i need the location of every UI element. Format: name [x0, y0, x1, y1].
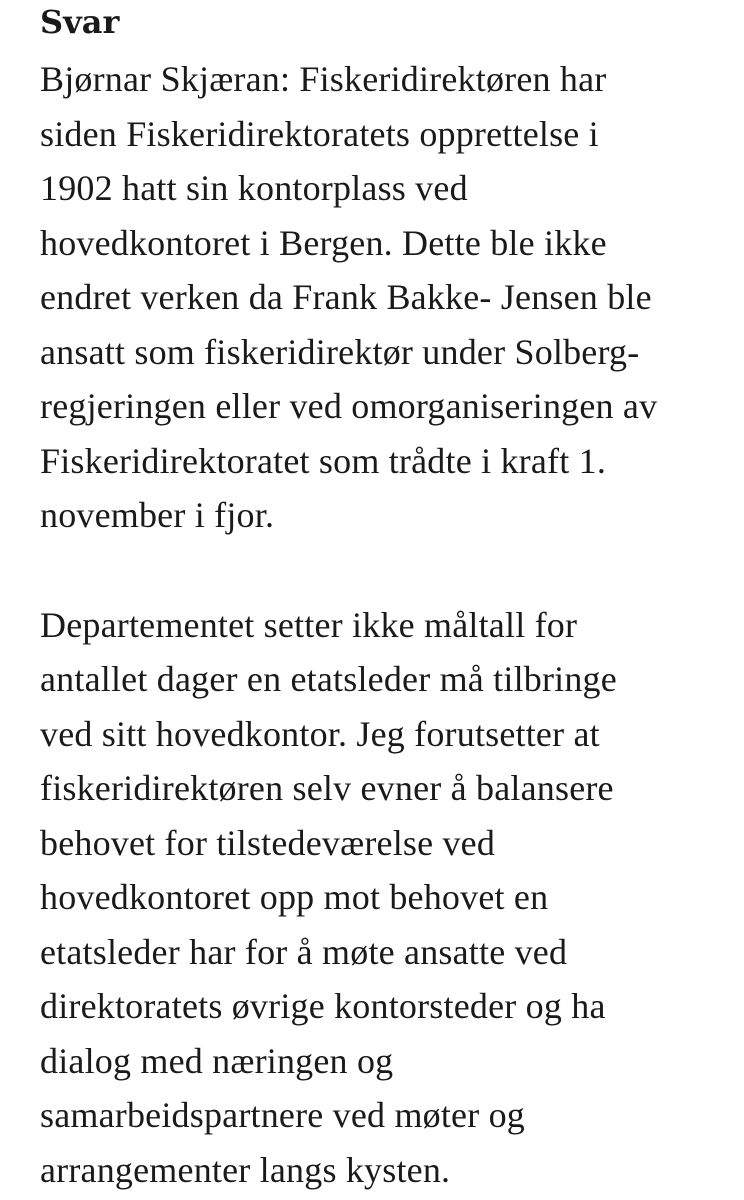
paragraph-line: samarbeidspartnere ved møter og	[40, 1095, 526, 1135]
paragraph-line: arrangementer langs kysten.	[40, 1149, 451, 1190]
paragraph-line: Fiskeridirektoratet som trådte i kraft 1.	[40, 440, 607, 481]
paragraph-line: 1902 hatt sin kontorplass ved	[40, 168, 468, 208]
paragraph-line: direktoratets øvrige kontorsteder og ha	[40, 986, 606, 1026]
paragraph-line: etatsleder har for å møte ansatte ved	[40, 931, 568, 972]
paragraph-line: antallet dager en etatsleder må tilbringe	[40, 659, 617, 699]
paragraph-line: siden Fiskeridirektoratets opprettelse i	[40, 113, 599, 154]
answer-paragraph-1	[40, 52, 730, 543]
paragraph-line: regjeringen eller ved omorganiseringen av	[40, 386, 658, 426]
paragraph-line: behovet for tilstedeværelse ved	[40, 822, 496, 863]
answer-paragraph-2	[40, 598, 730, 1198]
paragraph-line: dialog med næringen og	[40, 1040, 394, 1081]
paragraph-line: Departementet setter ikke måltall for	[40, 604, 578, 645]
paragraph-line: ansatt som fiskeridirektør under Solberg-	[40, 331, 640, 372]
paragraph-line: fiskeridirektøren selv evner å balansere	[40, 768, 614, 808]
answer-heading: Svar	[40, 3, 120, 41]
paragraph-line: endret verken da Frank Bakke- Jensen ble	[40, 277, 652, 317]
paragraph-line: hovedkontoret i Bergen. Dette ble ikke	[40, 222, 607, 263]
paragraph-line: ved sitt hovedkontor. Jeg forutsetter at	[40, 713, 600, 754]
paragraph-line: november i fjor.	[40, 495, 275, 535]
answer-article	[40, 0, 730, 1197]
paragraph-line: hovedkontoret opp mot behovet en	[40, 877, 549, 917]
paragraph-line: Bjørnar Skjæran: Fiskeridirektøren har	[40, 59, 607, 99]
